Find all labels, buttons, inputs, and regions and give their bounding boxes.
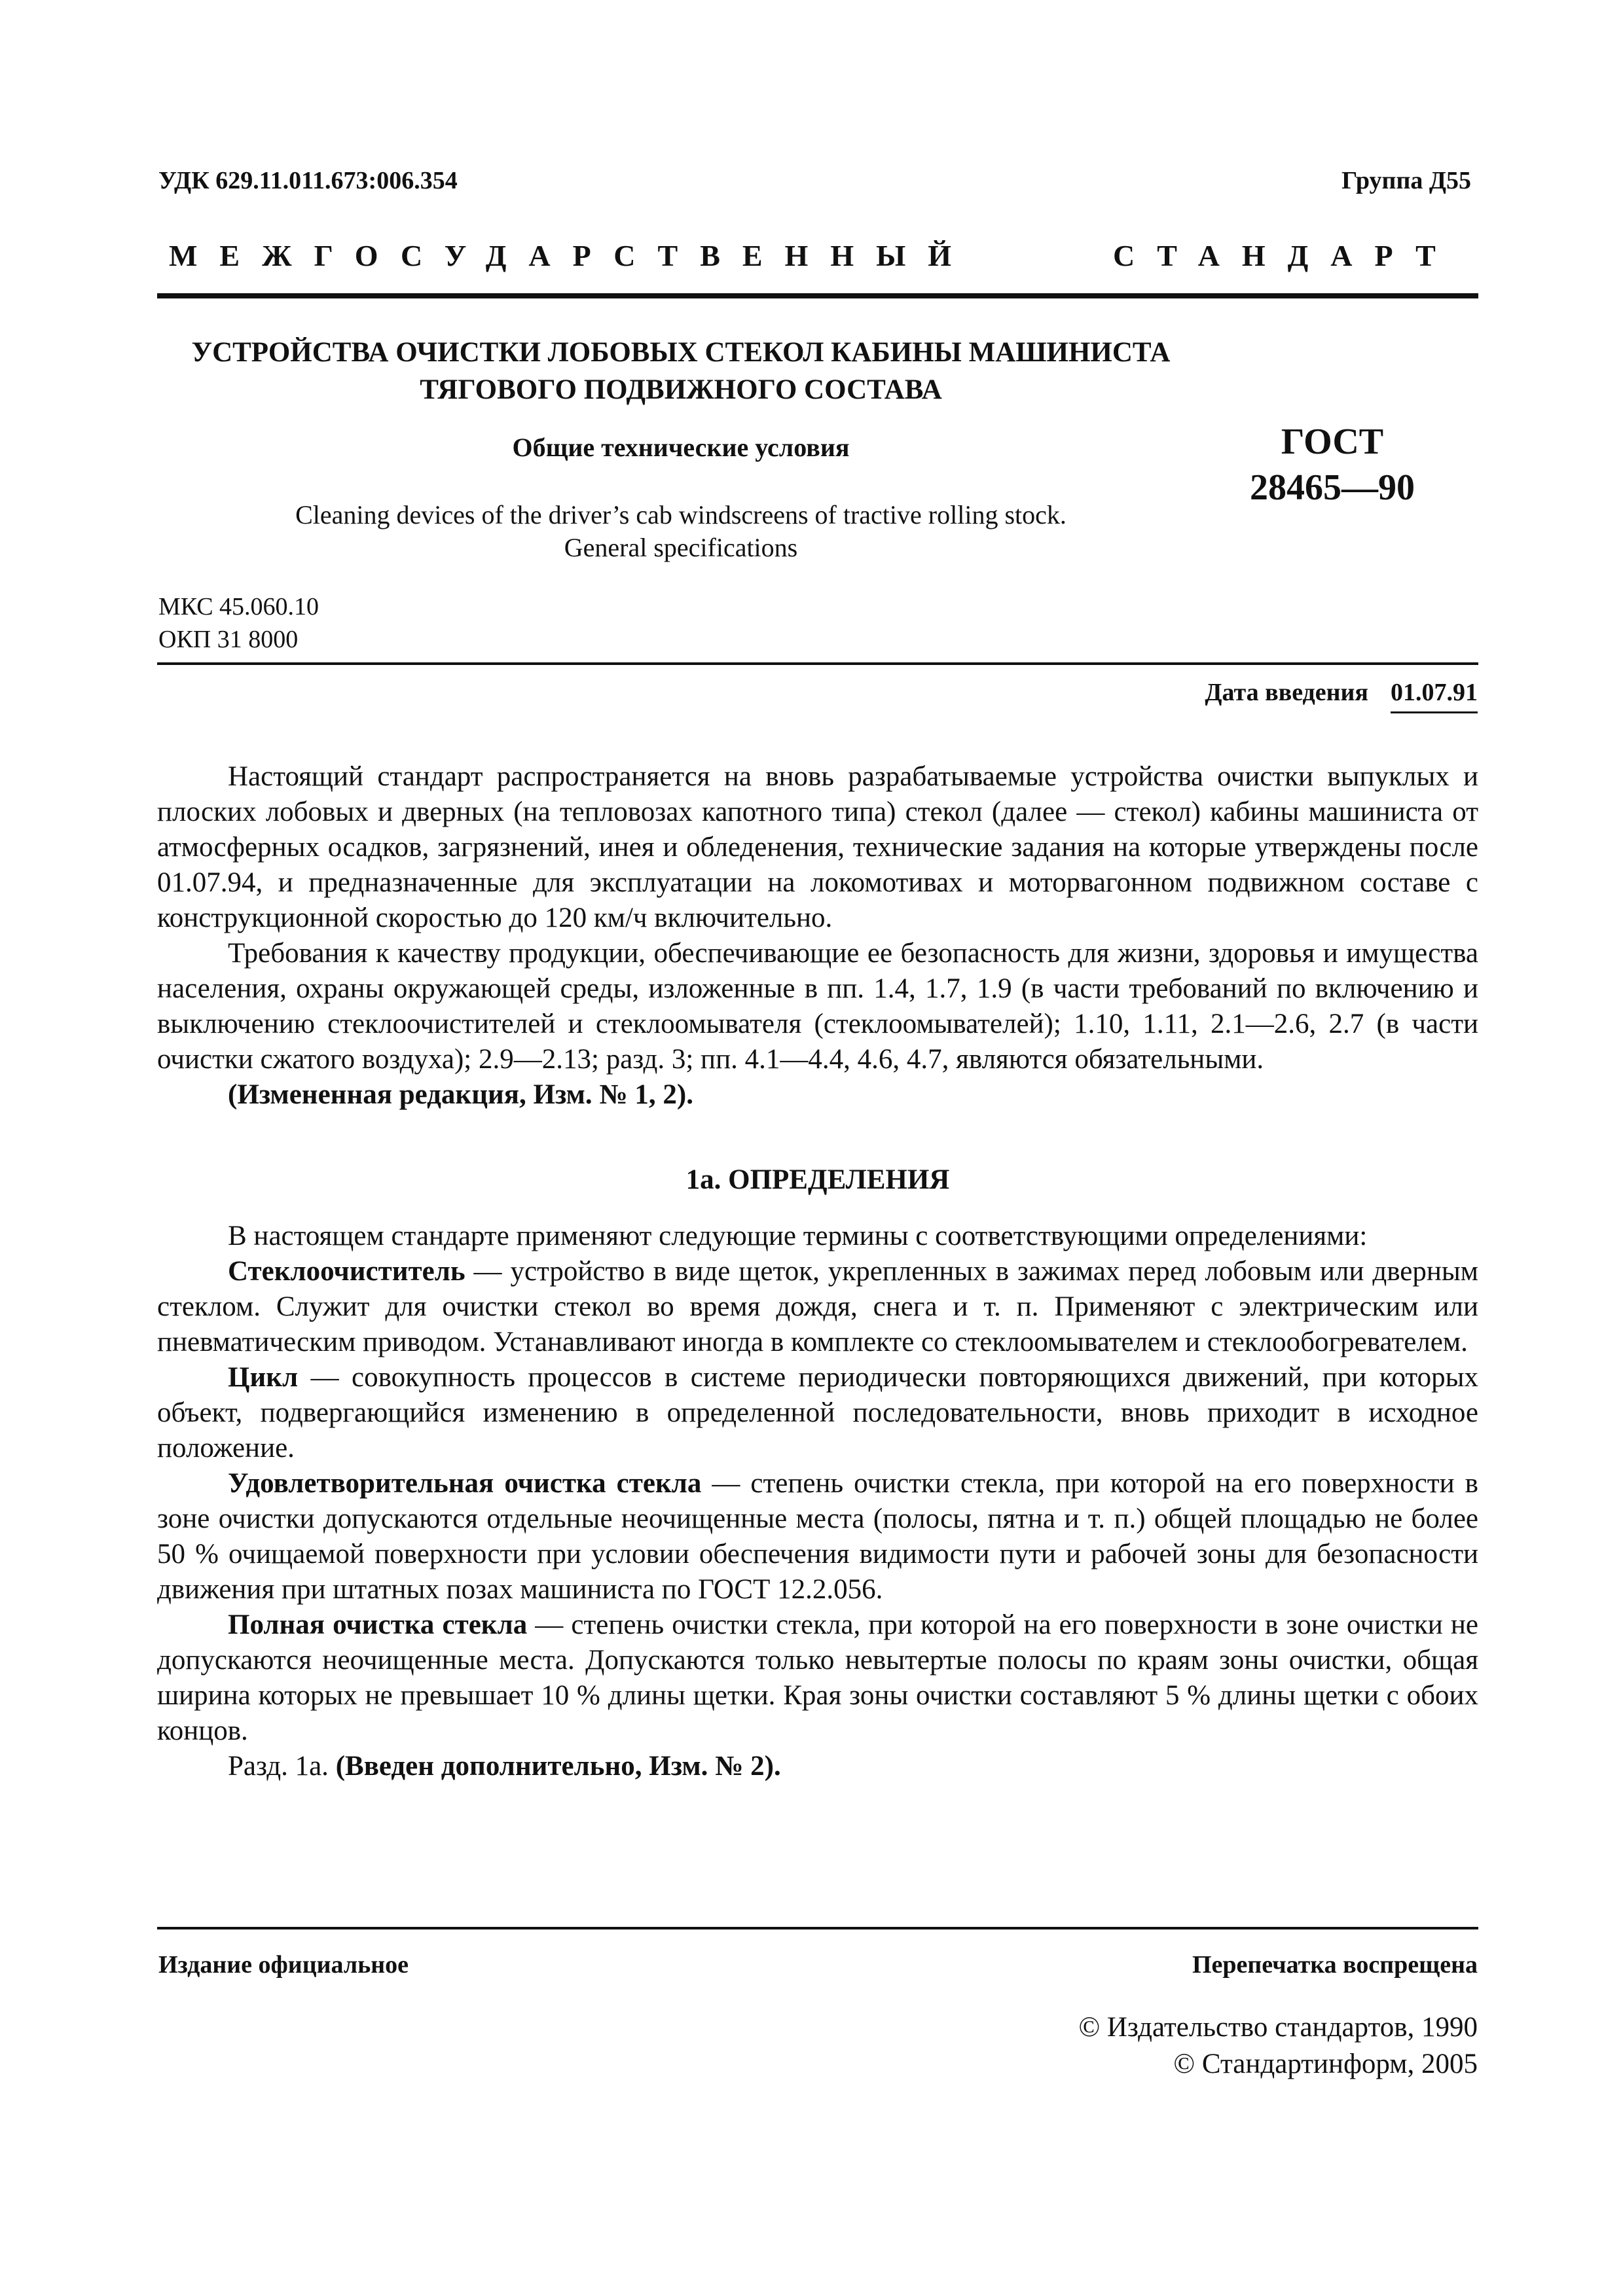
group-code: Группа Д55 (1341, 167, 1471, 194)
official-edition: Издание официальное (158, 1951, 409, 1979)
definition-satisfactory (157, 1466, 1478, 1607)
paragraph-requirements: Требования к качеству продукции, обеспечивающие ее безопасность для жизни, здоровья и имущества населения, охраны окружающей среды, изложенные в пп. 1.4, 1.7, 1.9 (в части требований по включению и выключению стеклоочистителей и стеклоомывателя (стеклоомывателей); 1.10, 1.11, 2.1—2.6, 2.7 (в части очистки сжатого воздуха); 2.9—2.13; разд. 3; пп. 4.1—4.4, 4.6, 4.7, являются обязательными. (157, 938, 1478, 1075)
codes-rule (157, 662, 1478, 665)
english-title-line-1: Cleaning devices of the driver’s cab windscreens of tractive rolling stock. (295, 500, 1067, 529)
copyright-2005: © Стандартинформ, 2005 (1173, 2049, 1478, 2079)
document-title (157, 334, 1205, 408)
definition-wiper-text: — устройство в виде щеток, укрепленных в зажимах перед лобовым или дверным стеклом. Служит для очистки стекол во время дождя, снега и т. п. Применяют с электрическим или пневматическим приводом. Устанавливают иногда в комплекте со стеклоомывателем и стеклообогревателем. (157, 1256, 1478, 1357)
amendment-note: (Измененная редакция, Изм. № 1, 2). (228, 1079, 693, 1110)
definition-wiper (157, 1254, 1478, 1360)
copyright (1078, 2009, 1478, 2083)
english-title (157, 499, 1205, 564)
gost-label: ГОСТ (1281, 422, 1384, 462)
classification-codes (158, 590, 319, 656)
mks-code: МКС 45.060.10 (158, 593, 319, 620)
term-wiper: Стеклоочиститель (228, 1256, 465, 1287)
closing-prefix: Разд. 1а. (228, 1751, 336, 1782)
introduction-date-value: 01.07.91 (1391, 679, 1478, 713)
definitions-text (157, 1219, 1478, 1784)
definition-cycle (157, 1360, 1478, 1466)
definition-full-text: — степень очистки стекла, при которой на его поверхности в зоне очистки не допускаются неочищенные места. Допускаются только невытертые полосы по краям зоны очистки, общая ширина которых не превышает 10 % длины щетки. Края зоны очистки составляют 5 % длины щетки с обоих концов. (157, 1609, 1478, 1746)
header-rule (157, 293, 1478, 298)
section-title-definitions: 1а. ОПРЕДЕЛЕНИЯ (685, 1164, 950, 1195)
reprint-prohibited: Перепечатка воспрещена (1192, 1951, 1478, 1979)
udk-code: УДК 629.11.011.673:006.354 (158, 167, 458, 194)
closing-amendment: (Введен дополнительно, Изм. № 2). (335, 1751, 781, 1782)
okp-code: ОКП 31 8000 (158, 626, 299, 653)
introduction-date (1205, 678, 1478, 707)
footer-rule (157, 1927, 1478, 1929)
term-satisfactory: Удовлетворительная очистка стекла (228, 1468, 702, 1499)
gost-designation (1231, 419, 1434, 511)
banner-standard: СТАНДАРТ (1113, 239, 1458, 272)
title-line-2: ТЯГОВОГО ПОДВИЖНОГО СОСТАВА (420, 374, 942, 405)
gost-number: 28465—90 (1250, 467, 1415, 508)
section-closing-note (157, 1749, 1478, 1784)
english-title-line-2: General specifications (564, 533, 798, 562)
definitions-intro: В настоящем стандарте применяют следующие термины с соответствующими определениями: (228, 1221, 1368, 1251)
intro-text (157, 759, 1478, 1113)
document-subtitle: Общие технические условия (512, 433, 850, 462)
term-cycle: Цикл (228, 1362, 299, 1393)
introduction-date-label: Дата введения (1205, 679, 1368, 706)
definition-full (157, 1607, 1478, 1749)
copyright-1990: © Издательство стандартов, 1990 (1078, 2012, 1478, 2043)
definition-satisfactory-text: — степень очистки стекла, при которой на его поверхности в зоне очистки допускаются отдельные неочищенные места (полосы, пятна и т. п.) общей площадью не более 50 % очищаемой поверхности при условии обеспечения видимости пути и рабочей зоны для безопасности движения при штатных позах машиниста по ГОСТ 12.2.056. (157, 1468, 1478, 1605)
definition-cycle-text: — совокупность процессов в системе периодически повторяющихся движений, при которых объект, подвергающийся изменению в определенной последовательности, вновь приходит в исходное положение. (157, 1362, 1478, 1463)
title-line-1: УСТРОЙСТВА ОЧИСТКИ ЛОБОВЫХ СТЕКОЛ КАБИНЫ МАШИНИСТА (191, 337, 1171, 368)
term-full: Полная очистка стекла (228, 1609, 528, 1640)
banner-interstate: МЕЖГОСУДАРСТВЕННЫЙ (169, 239, 974, 272)
paragraph-scope: Настоящий стандарт распространяется на вновь разрабатываемые устройства очистки выпуклых и плоских лобовых и дверных (на тепловозах капотного типа) стекол (далее — стекол) кабины машиниста от атмосферных осадков, загрязнений, инея и обледенения, технические задания на которые утверждены после 01.07.94, и предназначенные для эксплуатации на локомотивах и моторвагонном подвижном составе с конструкционной скоростью до 120 км/ч включительно. (157, 761, 1478, 933)
